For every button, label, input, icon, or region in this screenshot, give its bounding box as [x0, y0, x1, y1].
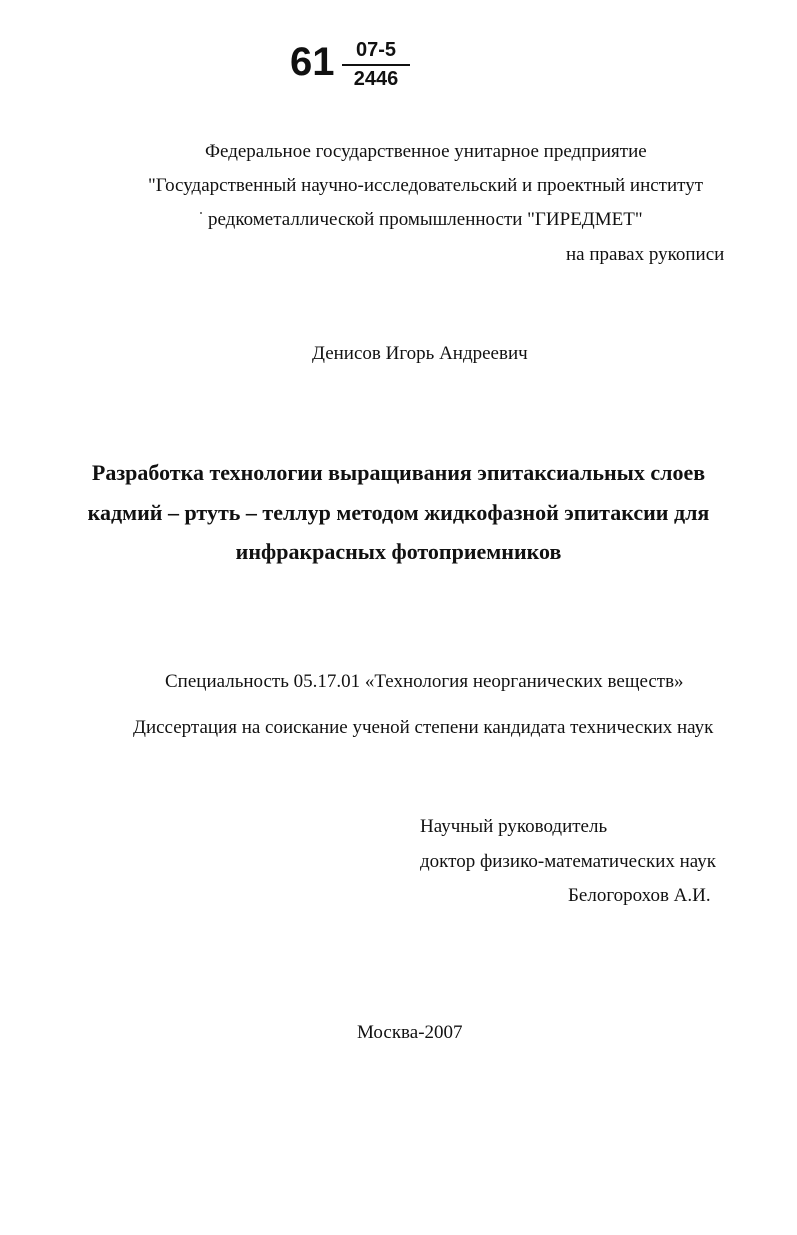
- catalog-stamp-fraction-top: 07-5: [355, 39, 397, 61]
- organization-line-2: "Государственный научно-исследовательский и проектный институт: [148, 175, 704, 196]
- specialty-line: Специальность 05.17.01 «Технология неорганических веществ»: [165, 671, 684, 692]
- supervisor-role: Научный руководитель: [420, 816, 608, 837]
- catalog-stamp-fraction-bottom: 2446: [353, 68, 399, 90]
- catalog-stamp-fraction-bar: [342, 64, 410, 66]
- supervisor-degree: доктор физико-математических наук: [420, 851, 716, 872]
- organization-line-1: Федеральное государственное унитарное предприятие: [205, 141, 647, 162]
- catalog-stamp-fraction: [342, 38, 410, 90]
- dissertation-title-line-1: Разработка технологии выращивания эпитаксиальных слоев: [91, 460, 706, 485]
- organization-line-3: редкометаллической промышленности "ГИРЕДМЕТ": [208, 209, 643, 230]
- catalog-stamp-number: 61: [290, 40, 335, 84]
- author-name: Денисов Игорь Андреевич: [312, 343, 528, 364]
- supervisor-name: Белогорохов А.И.: [568, 885, 711, 906]
- dissertation-title-line-3: инфракрасных фотоприемников: [235, 539, 562, 564]
- manuscript-note: на правах рукописи: [566, 244, 725, 265]
- scan-speck: [200, 212, 202, 214]
- city-year: Москва-2007: [357, 1022, 463, 1043]
- dissertation-title-line-2: кадмий – ртуть – теллур методом жидкофазной эпитаксии для: [87, 500, 710, 525]
- dissertation-degree-line: Диссертация на соискание ученой степени кандидата технических наук: [133, 717, 714, 738]
